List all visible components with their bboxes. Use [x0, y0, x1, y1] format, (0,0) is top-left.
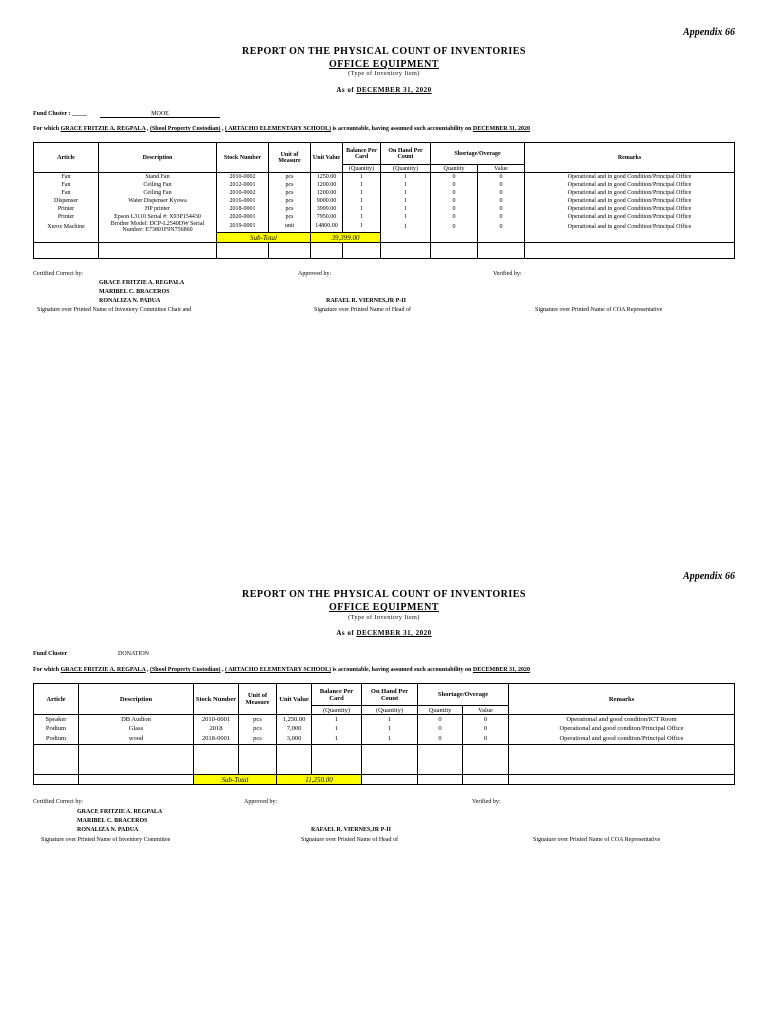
table-row [34, 173, 735, 181]
cell-stock-number: 2012-0001 [217, 181, 269, 189]
table-row [34, 735, 735, 745]
cell-description: HP printer [99, 205, 217, 213]
cell-onhand: 1 [362, 725, 418, 735]
cell-onhand: 1 [381, 173, 431, 181]
header-shortage-value: Value [478, 165, 525, 173]
school-name: ( ARTACHO ELEMENTARY SCHOOL) [225, 667, 332, 673]
header-onhand-qty: (Quantity) [381, 165, 431, 173]
cell-article: Printer [34, 213, 99, 221]
custodian-title: (Shool Property Custodian) [149, 126, 221, 132]
cell-balance: 1 [343, 189, 381, 197]
cell-description: Glass [79, 725, 194, 735]
cell-unit-value: 3,000 [277, 735, 312, 745]
certifier-name-3: RONALIZA N. PADUA [99, 298, 161, 304]
header-shortage-qty: Quantity [431, 165, 478, 173]
header-onhand: On Hand Per Count [362, 684, 418, 706]
cell-remarks: Operational and in good Condition/Principal Office [525, 189, 735, 197]
cell-stock-number: 2010-0002 [217, 173, 269, 181]
cell-shortage-value: 0 [478, 189, 525, 197]
custodian-name: GRACE FRITZIE A. REGPALA [60, 667, 146, 673]
cell-remarks: Operational and in good Condition/Principal Office [525, 205, 735, 213]
cell-unit-value: 14800.00 [311, 221, 343, 233]
header-balance: Balance Per Card [312, 684, 362, 706]
cell-article: Fan [34, 189, 99, 197]
cell-shortage-value: 0 [463, 725, 509, 735]
cell-shortage-qty: 0 [431, 213, 478, 221]
cell-description: Ceiling Fan [99, 189, 217, 197]
accountability-date: DECEMBER 31, 2020 [472, 126, 531, 132]
cell-article: Fan [34, 173, 99, 181]
cell-balance: 1 [343, 205, 381, 213]
as-of-label: As of [336, 86, 355, 94]
appendix-label: Appendix 66 [683, 571, 735, 582]
as-of-line [0, 86, 768, 94]
table-row [34, 181, 735, 189]
cell-onhand: 1 [381, 181, 431, 189]
cell-description: wood [79, 735, 194, 745]
cell-onhand: 1 [381, 221, 431, 233]
cell-shortage-qty: 0 [418, 725, 463, 735]
fund-cluster-value: DONATION [118, 651, 149, 657]
cell-description: Ceiling Fan [99, 181, 217, 189]
cell-unit-value: 7950.00 [311, 213, 343, 221]
approved-label: Approved by: [298, 271, 332, 277]
cell-balance: 1 [312, 735, 362, 745]
cell-remarks: Operational and in good Condition/Principal Office [525, 173, 735, 181]
fund-cluster-label: Fund Cluster [33, 651, 68, 657]
certified-label: Certified Correct by: [33, 799, 83, 805]
signature-caption-3: Signature over Printed Name of COA Representative [533, 837, 661, 843]
cell-shortage-qty: 0 [431, 181, 478, 189]
table-row [34, 725, 735, 735]
table-row [34, 189, 735, 197]
verified-label: Verified by: [493, 271, 522, 277]
report-title: REPORT ON THE PHYSICAL COUNT OF INVENTORIES [242, 589, 526, 600]
cell-shortage-qty: 0 [418, 735, 463, 745]
subtotal-label: Sub-Total [194, 775, 277, 785]
header-shortage-qty: Quantity [418, 706, 463, 715]
cell-stock-number: 2019-0001 [217, 221, 269, 233]
report-subtitle: OFFICE EQUIPMENT [329, 602, 439, 613]
cell-shortage-qty: 0 [431, 197, 478, 205]
header-article: Article [34, 143, 99, 173]
cell-unit: pcs [269, 205, 311, 213]
cell-remarks: Operational and good conditon/Principal Office [509, 735, 735, 745]
cell-stock-number: 2018 [194, 725, 239, 735]
cell-article: Fan [34, 181, 99, 189]
header-stock: Stock Number [217, 143, 269, 173]
cell-shortage-qty: 0 [431, 173, 478, 181]
cell-balance: 1 [312, 715, 362, 725]
cell-unit-value: 9000.00 [311, 197, 343, 205]
fund-cluster-label: Fund Cluster : _____ [33, 111, 88, 117]
verified-label: Verified by: [472, 799, 501, 805]
cell-article: Podium [34, 725, 79, 735]
subtotal-value: 11,250.00 [277, 775, 362, 785]
cell-shortage-value: 0 [478, 213, 525, 221]
cell-unit: pcs [269, 197, 311, 205]
header-stock: Stock Number [194, 684, 239, 715]
cell-onhand: 1 [381, 213, 431, 221]
cell-description: Stand Fan [99, 173, 217, 181]
cell-unit: pcs [239, 735, 277, 745]
cell-unit-value: 7,000 [277, 725, 312, 735]
cell-balance: 1 [343, 181, 381, 189]
inventory-table [33, 683, 735, 785]
approver-name: RAFAEL R. VIERNES,JR P-II [311, 827, 391, 833]
as-of-date: DECEMBER 31, 2020 [356, 629, 432, 637]
cell-remarks: Operational and in good Condition/Principal Office [525, 221, 735, 233]
cell-stock-number: 2010-0002 [217, 189, 269, 197]
cell-remarks: Operational and in good Condition/Principal Office [525, 213, 735, 221]
fund-cluster-value: MOOE [100, 111, 220, 118]
cell-remarks: Operational and good conditon/ICT Room [509, 715, 735, 725]
cell-balance: 1 [343, 173, 381, 181]
appendix-label: Appendix 66 [683, 27, 735, 38]
header-article: Article [34, 684, 79, 715]
as-of-label: As of [336, 629, 355, 637]
cell-description: Water Dispenser Kyowa [99, 197, 217, 205]
table-row [34, 715, 735, 725]
certifier-name-1: GRACE FRITZIE A. REGPALA [77, 809, 163, 815]
cell-shortage-value: 0 [478, 205, 525, 213]
for-which-prefix: For which [33, 126, 60, 132]
for-which-line: For which GRACE FRITZIE A. REGPALA , (Shool Property Custodian) , ( ARTACHO ELEMENTARY SCHOOL) is accountable, having assumed such accountability on DECEMBER 31, 2020 [33, 667, 531, 673]
cell-remarks: Operational and in good Condition/Principal Office [525, 181, 735, 189]
cell-description: Epson L3110 Serial #: X93P154430 [99, 213, 217, 221]
cell-shortage-qty: 0 [431, 189, 478, 197]
header-balance: Balance Per Card [343, 143, 381, 165]
cell-unit: pcs [269, 213, 311, 221]
header-onhand: On Hand Per Count [381, 143, 431, 165]
cell-shortage-value: 0 [478, 197, 525, 205]
cell-unit-value: 1250.00 [311, 173, 343, 181]
cell-stock-number: 2010-0001 [194, 715, 239, 725]
cell-shortage-value: 0 [478, 181, 525, 189]
cell-description: DB Audion [79, 715, 194, 725]
header-onhand-qty: (Quantity) [362, 706, 418, 715]
cell-description: Brother Model: DCP-L2540DW Serial Number: E73801F9N756860 [99, 221, 217, 233]
as-of-line [0, 629, 768, 637]
cell-balance: 1 [312, 725, 362, 735]
cell-shortage-value: 0 [463, 735, 509, 745]
cell-article: Dispenser [34, 197, 99, 205]
for-which-line: For which GRACE FRITZIE A. REGPALA , (Shool Property Custodian) , ( ARTACHO ELEMENTARY SCHOOL) is accountable, having assumed such accountability on DECEMBER 31, 2020 [33, 126, 531, 132]
report-subtitle: OFFICE EQUIPMENT [329, 59, 439, 70]
cell-onhand: 1 [362, 735, 418, 745]
accountable-text: is accountable, having assumed such accountability on [332, 667, 472, 673]
subtotal-value: 39,399.00 [311, 233, 381, 243]
header-remarks: Remarks [509, 684, 735, 715]
signature-caption-2: Signature over Printed Name of Head of [301, 837, 398, 843]
cell-shortage-qty: 0 [431, 221, 478, 233]
cell-article: Podium [34, 735, 79, 745]
cell-unit: pcs [269, 181, 311, 189]
accountability-date: DECEMBER 31, 2020 [472, 667, 531, 673]
certifier-name-3: RONALIZA N. PADUA [77, 827, 139, 833]
cell-shortage-value: 0 [463, 715, 509, 725]
cell-onhand: 1 [381, 205, 431, 213]
inventory-table [33, 142, 735, 259]
cell-onhand: 1 [362, 715, 418, 725]
cell-article: Speaker [34, 715, 79, 725]
accountable-text: is accountable, having assumed such accountability on [332, 126, 472, 132]
school-name: ( ARTACHO ELEMENTARY SCHOOL) [225, 126, 332, 132]
cell-unit: pcs [269, 173, 311, 181]
certifier-name-1: GRACE FRITZIE A. REGPALA [99, 280, 185, 286]
cell-onhand: 1 [381, 197, 431, 205]
inventory-type-label: (Type of Inventory Item) [348, 71, 420, 77]
header-shortage: Shortage/Overage [418, 684, 509, 706]
report-title: REPORT ON THE PHYSICAL COUNT OF INVENTORIES [242, 46, 526, 57]
custodian-title: (Shool Property Custodian) [149, 667, 221, 673]
cell-balance: 1 [343, 221, 381, 233]
approved-label: Approved by: [244, 799, 278, 805]
header-unit-value: Unit Value [277, 684, 312, 715]
cell-remarks: Operational and good conditon/Principal Office [509, 725, 735, 735]
cell-stock-number: 2018-0001 [194, 735, 239, 745]
cell-unit-value: 3999.00 [311, 205, 343, 213]
cell-unit: pcs [269, 189, 311, 197]
table-row [34, 197, 735, 205]
header-remarks: Remarks [525, 143, 735, 173]
header-description: Description [79, 684, 194, 715]
approver-name: RAFAEL R. VIERNES,JR P-II [326, 298, 406, 304]
header-balance-qty: (Quantity) [343, 165, 381, 173]
header-shortage: Shortage/Overage [431, 143, 525, 165]
cell-balance: 1 [343, 213, 381, 221]
inventory-type-label: (Type of Inventory Item) [348, 615, 420, 621]
header-description: Description [99, 143, 217, 173]
cell-shortage-value: 0 [478, 221, 525, 233]
as-of-date: DECEMBER 31, 2020 [356, 86, 432, 94]
header-unit-measure: Unit of Measure [239, 684, 277, 715]
cell-unit-value: 1,250.00 [277, 715, 312, 725]
cell-shortage-qty: 0 [418, 715, 463, 725]
certifier-name-2: MARIBEL C. BRACEROS [77, 818, 148, 824]
certifier-name-2: MARIBEL C. BRACEROS [99, 289, 170, 295]
signature-caption-1: Signature over Printed Name of Inventory Committee [41, 837, 171, 843]
header-shortage-value: Value [463, 706, 509, 715]
cell-article: Xerox Machine [34, 221, 99, 233]
certified-label: Certified Correct by: [33, 271, 83, 277]
cell-unit: pcs [239, 725, 277, 735]
for-which-prefix: For which [33, 667, 60, 673]
signature-caption-3: Signature over Printed Name of COA Representative [535, 307, 663, 313]
cell-shortage-qty: 0 [431, 205, 478, 213]
table-row [34, 221, 735, 233]
cell-onhand: 1 [381, 189, 431, 197]
table-row [34, 205, 735, 213]
custodian-name: GRACE FRITZIE A. REGPALA [60, 126, 146, 132]
subtotal-label: Sub-Total [217, 233, 311, 243]
cell-unit: pcs [239, 715, 277, 725]
cell-unit-value: 1200.00 [311, 181, 343, 189]
cell-unit-value: 1200.00 [311, 189, 343, 197]
cell-remarks: Operational and in good Condition/Principal Office [525, 197, 735, 205]
header-balance-qty: (Quantity) [312, 706, 362, 715]
signature-caption-1: Signature over Printed Name of Inventory Committee Chair and [37, 307, 192, 313]
signature-caption-2: Signature over Printed Name of Head of [314, 307, 411, 313]
header-unit-value: Unit Value [311, 143, 343, 173]
cell-stock-number: 2016-0001 [217, 197, 269, 205]
cell-balance: 1 [343, 197, 381, 205]
cell-article: Printer [34, 205, 99, 213]
cell-unit: unit [269, 221, 311, 233]
cell-shortage-value: 0 [478, 173, 525, 181]
cell-stock-number: 2018-0001 [217, 205, 269, 213]
table-row [34, 213, 735, 221]
cell-stock-number: 2020-0001 [217, 213, 269, 221]
header-unit-measure: Unit of Measure [269, 143, 311, 173]
